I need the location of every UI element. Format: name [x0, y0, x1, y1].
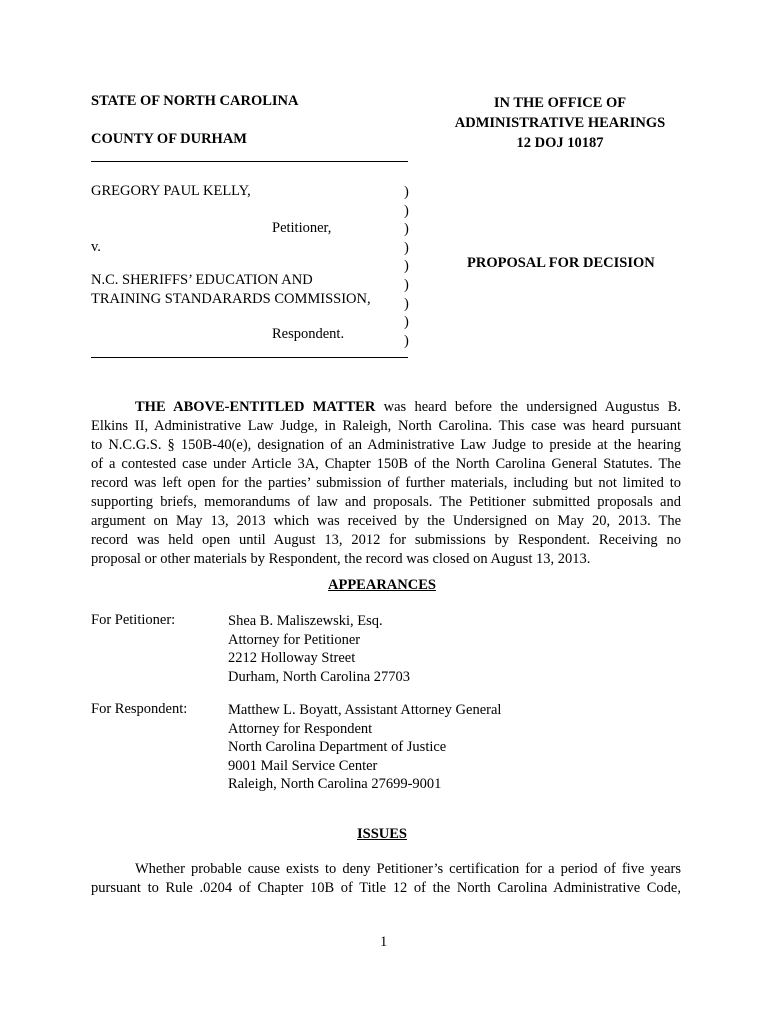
paragraph-line: record was left open for the parties’ submission of further materials, including but not limited to: [91, 475, 681, 491]
address-line: Matthew L. Boyatt, Assistant Attorney General: [228, 702, 502, 718]
paragraph-line: to N.C.G.S. § 150B-40(e), designation of an Administrative Law Judge to preside at the hearing: [91, 437, 681, 453]
paragraph-line: Whether probable cause exists to deny Petitioner’s certification for a period of five years: [135, 861, 681, 877]
petitioner-name: GREGORY PAUL KELLY,: [91, 183, 251, 199]
paragraph-line: record was held open until August 13, 2012 for submissions by Respondent. Receiving no: [91, 532, 681, 548]
address-line: Attorney for Petitioner: [228, 631, 361, 648]
county-heading: COUNTY OF DURHAM: [91, 131, 247, 147]
office-heading: [440, 93, 680, 153]
case-number: 12 DOJ 10187: [516, 135, 604, 151]
paragraph-line: argument on May 13, 2013 which was received by the Undersigned on May 20, 2013. The: [91, 513, 681, 529]
issues-heading: ISSUES: [357, 826, 407, 842]
paragraph-line: Elkins II, Administrative Law Judge, in Raleigh, North Carolina. This case was heard pursuant: [91, 418, 681, 434]
paren: ): [404, 332, 409, 349]
address-line: Durham, North Carolina 27703: [228, 668, 411, 685]
paragraph-line: of a contested case under Article 3A, Chapter 150B of the North Carolina General Statutes. The: [91, 456, 681, 472]
paragraph-line: supporting briefs, memorandums of law and proposals. The Petitioner submitted proposals and: [91, 494, 681, 510]
address-line: Attorney for Respondent: [228, 720, 373, 737]
respondent-line-1: N.C. SHERIFFS’ EDUCATION AND: [91, 272, 313, 288]
state-heading: STATE OF NORTH CAROLINA: [91, 93, 299, 109]
paren: ): [404, 202, 409, 219]
petitioner-counsel-block: [228, 612, 410, 686]
office-line-2: ADMINISTRATIVE HEARINGS: [454, 115, 666, 131]
page-number: 1: [380, 934, 388, 950]
paragraph-line: pursuant to Rule .0204 of Chapter 10B of Title 12 of the North Carolina Administrative Code,: [91, 880, 681, 896]
respondent-counsel-label: For Respondent:: [91, 701, 188, 717]
paren: ): [404, 239, 409, 256]
paren: ): [404, 221, 409, 238]
address-line: Raleigh, North Carolina 27699-9001: [228, 776, 442, 792]
issues-paragraph: [91, 860, 681, 898]
respondent-role: Respondent.: [272, 326, 345, 342]
appearances-heading: APPEARANCES: [328, 577, 436, 593]
address-line: Shea B. Maliszewski, Esq.: [228, 613, 383, 629]
paragraph-line: proposal or other materials by Respondent, the record was closed on August 13, 2013.: [91, 551, 591, 567]
document-title: PROPOSAL FOR DECISION: [467, 255, 655, 271]
intro-lead: THE ABOVE-ENTITLED MATTER: [135, 399, 376, 415]
petitioner-counsel-label: For Petitioner:: [91, 612, 176, 628]
caption-divider-bottom: [91, 357, 408, 358]
address-line: 2212 Holloway Street: [228, 650, 356, 666]
respondent-line-2: TRAINING STANDARARDS COMMISSION,: [91, 291, 371, 307]
caption-divider-top: [91, 161, 408, 162]
respondent-counsel-block: [228, 701, 501, 794]
paren: ): [404, 276, 409, 293]
versus: v.: [91, 239, 101, 255]
paren: ): [404, 184, 409, 200]
paren: ): [404, 258, 409, 275]
intro-paragraph: [91, 398, 681, 569]
paragraph-line: THE ABOVE-ENTITLED MATTER was heard before the undersigned Augustus B.: [135, 399, 681, 415]
caption-parentheses: [404, 183, 409, 350]
address-line: 9001 Mail Service Center: [228, 757, 378, 774]
office-line-1: IN THE OFFICE OF: [493, 95, 627, 111]
paren: ): [404, 295, 409, 312]
petitioner-role: Petitioner,: [272, 220, 332, 236]
address-line: North Carolina Department of Justice: [228, 739, 447, 755]
paren: ): [404, 314, 409, 331]
